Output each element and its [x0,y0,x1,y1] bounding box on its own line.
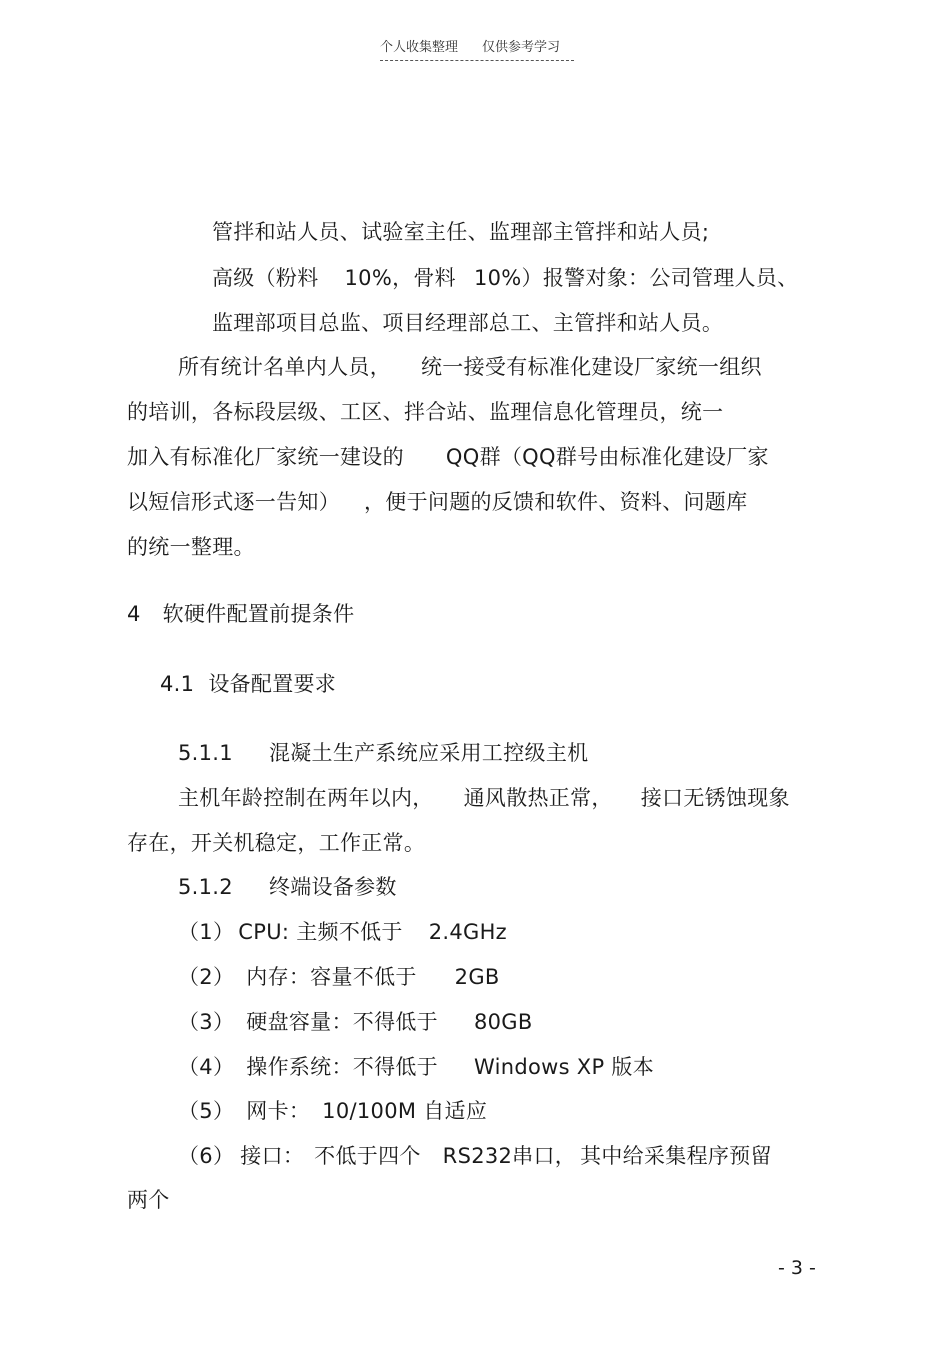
spec-item-1-idx: （1） [178,920,235,944]
section-5-1-1-body-line-2: 存在，开关机稳定，工作正常。 [127,831,426,855]
training-line-5: 的统一整理。 [127,535,255,559]
section-4-number: 4 [127,602,141,626]
spec-item-4-idx: （4） [178,1055,235,1079]
spec-item-6-idx: （6） [178,1144,235,1168]
spec-item-2-value: 2GB [454,965,500,989]
section-4-title: 软硬件配置前提条件 [162,602,355,626]
training-line-3 [127,443,769,471]
recipients-line-2b: 10%，骨料 [344,266,456,290]
spec-item-1 [178,918,507,946]
body-1b: 通风散热正常， [463,786,613,810]
section-4-1-heading [160,670,336,698]
page-number: - 3 - [778,1257,816,1279]
spec-item-3 [178,1008,533,1036]
recipients-line-2c: 10%）报警对象：公司管理人员、 [473,266,799,290]
header-right: 仅供参考学习 [482,40,561,55]
recipients-line-3: 监理部项目总监、项目经理部总工、主管拌和站人员。 [212,311,724,335]
spec-item-5-label: 网卡： [246,1099,311,1123]
spec-item-1-value: 2.4GHz [428,920,508,944]
training-line-4a: 以短信形式逐一告知） [127,490,340,514]
page-header [380,38,574,61]
section-5-1-2-heading [178,873,397,901]
training-line-1a: 所有统计名单内人员， [178,355,391,379]
spec-item-4 [178,1053,654,1081]
spec-item-2-label: 内存：容量不低于 [246,965,417,989]
spec-item-2-idx: （2） [178,965,235,989]
spec-item-4-label: 操作系统：不得低于 [246,1055,438,1079]
training-line-1 [178,353,762,381]
spec-item-6-value2: RS232串口， [442,1144,577,1168]
training-line-3a: 加入有标准化厂家统一建设的 [127,445,404,469]
section-5-1-1-title: 混凝土生产系统应采用工控级主机 [268,741,589,765]
spec-item-6-label: 接口： [240,1144,305,1168]
spec-item-6-continuation: 两个 [127,1188,170,1212]
section-5-1-1-body-line-1 [178,784,790,812]
spec-item-4-value: Windows XP 版本 [473,1055,655,1079]
body-1a: 主机年龄控制在两年以内， [178,786,434,810]
spec-item-6-value3: 其中给采集程序预留 [580,1144,772,1168]
spec-item-3-label: 硬盘容量：不得低于 [246,1010,438,1034]
spec-item-5-value: 10/100M 自适应 [322,1099,488,1123]
body-1c: 接口无锈蚀现象 [640,786,790,810]
spec-item-5 [178,1097,487,1125]
recipients-line-2 [212,264,798,292]
training-line-2: 的培训，各标段层级、工区、拌合站、监理信息化管理员，统一 [127,400,724,424]
section-5-1-1-heading [178,739,588,767]
section-5-1-1-number: 5.1.1 [178,741,233,765]
spec-item-2 [178,963,500,991]
section-4-1-number: 4.1 [160,672,195,696]
recipients-line-2a: 高级（粉料 [212,266,319,290]
spec-item-6 [178,1142,772,1170]
training-line-4 [127,488,747,516]
spec-item-6-value: 不低于四个 [314,1144,421,1168]
section-5-1-2-title: 终端设备参数 [268,875,397,899]
training-line-4b: ，便于问题的反馈和软件、资料、问题库 [364,490,748,514]
recipients-line-1: 管拌和站人员、试验室主任、监理部主管拌和站人员; [212,220,710,244]
spec-item-3-value: 80GB [473,1010,533,1034]
spec-item-5-idx: （5） [178,1099,235,1123]
header-left: 个人收集整理 [380,40,459,55]
section-4-heading [127,600,354,628]
section-4-1-title: 设备配置要求 [208,672,337,696]
spec-item-1-label: CPU: 主频不低于 [238,920,403,944]
section-5-1-2-number: 5.1.2 [178,875,233,899]
training-line-1b: 统一接受有标准化建设厂家统一组织 [421,355,762,379]
spec-item-3-idx: （3） [178,1010,235,1034]
training-line-3b: QQ群（QQ群号由标准化建设厂家 [445,445,769,469]
